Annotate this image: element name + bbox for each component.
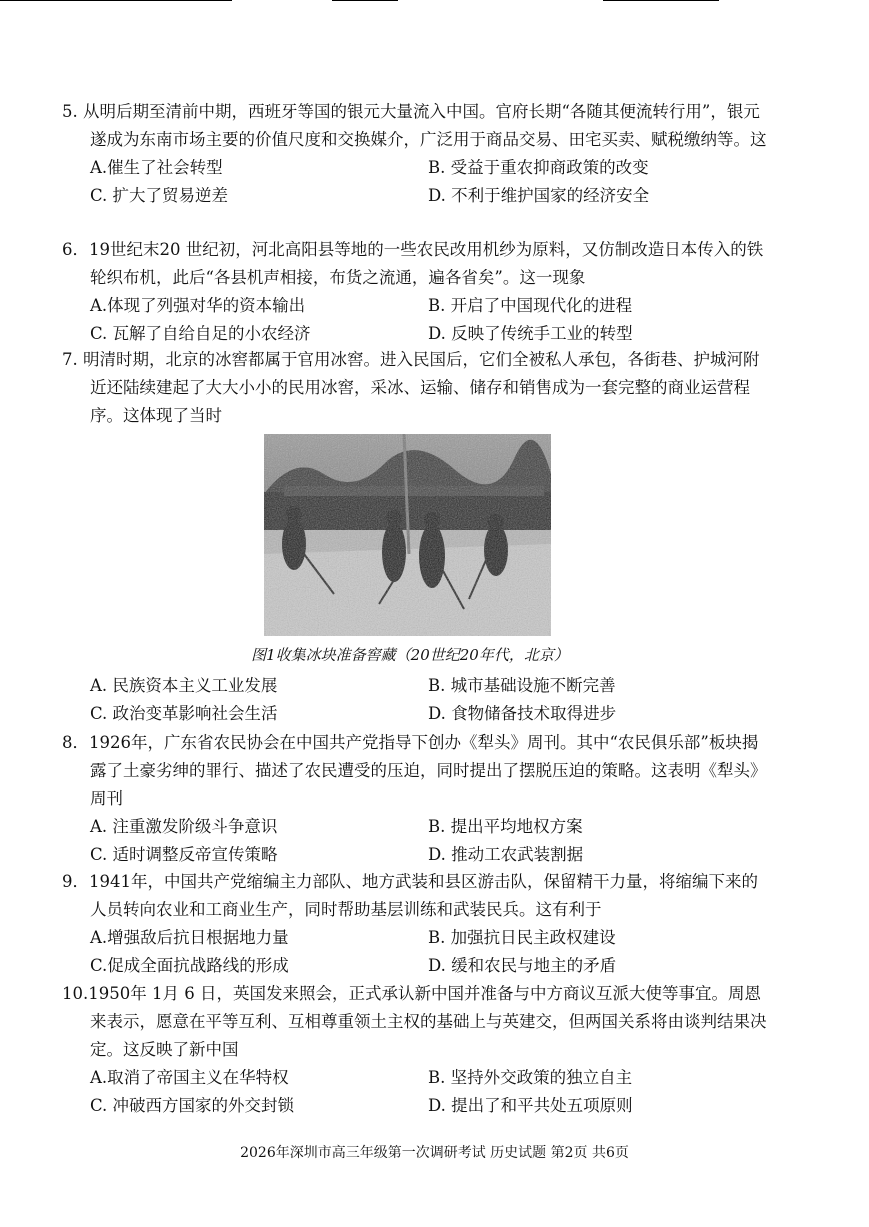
options (62, 1064, 774, 1120)
options (62, 924, 774, 980)
page-footer: 2026年深圳市高三年级第一次调研考试 历史试题 第2页 共6页 (240, 1145, 629, 1161)
option-c[interactable]: C. 政治变革影响社会生活 (90, 704, 278, 723)
option-a[interactable]: A.增强敌后抗日根据地力量 (90, 928, 289, 947)
option-a[interactable]: A. 民族资本主义工业发展 (90, 676, 278, 695)
ice-harvest-photo (264, 434, 551, 636)
option-c[interactable]: C. 瓦解了自给自足的小农经济 (90, 324, 311, 343)
question-stem: 6．19世纪末20 世纪初，河北高阳县等地的一些农民改用机纱为原料，又仿制改造日本传入的铁轮织布机，此后“各县机声相接，布货之流通，遍各省矣”。这一现象 (62, 240, 764, 287)
question-7 (62, 346, 774, 430)
option-a[interactable]: A.取消了帝国主义在华特权 (90, 1068, 289, 1087)
options (62, 292, 774, 348)
option-c[interactable]: C. 适时调整反帝宣传策略 (90, 845, 278, 864)
question-stem: 7. 明清时期，北京的冰窖都属于官用冰窖。进入民国后，它们全被私人承包，各街巷、护城河附近还陆续建起了大大小小的民用冰窖，采冰、运输、储存和销售成为一套完整的商业运营程序。这体现了当时 (62, 350, 760, 425)
option-d[interactable]: D. 推动工农武装割据 (428, 845, 584, 864)
option-a[interactable]: A.催生了社会转型 (90, 158, 223, 177)
question-9 (62, 868, 774, 980)
option-b[interactable]: B. 城市基础设施不断完善 (428, 676, 616, 695)
option-d[interactable]: D. 不利于维护国家的经济安全 (428, 186, 650, 205)
question-7-options (62, 672, 774, 728)
question-10 (62, 980, 774, 1120)
option-a[interactable]: A.体现了列强对华的资本输出 (90, 296, 306, 315)
question-stem: 10.1950年 1月 6 日，英国发来照会，正式承认新中国并准备与中方商议互派大使等事宜。周恩来表示，愿意在平等互利、互相尊重领土主权的基础上与英建交，但两国关系将由谈判结果决定。这反映了新中国 (62, 984, 767, 1059)
option-b[interactable]: B. 受益于重农抑商政策的改变 (428, 158, 649, 177)
option-c[interactable]: C. 冲破西方国家的外交封锁 (90, 1096, 295, 1115)
option-d[interactable]: D. 提出了和平共处五项原则 (428, 1096, 633, 1115)
options (62, 672, 774, 728)
question-stem: 9．1941年，中国共产党缩编主力部队、地方武装和县区游击队，保留精干力量，将缩编下来的人员转向农业和工商业生产，同时帮助基层训练和武装民兵。这有利于 (62, 872, 758, 919)
option-b[interactable]: B. 加强抗日民主政权建设 (428, 928, 616, 947)
option-b[interactable]: B. 提出平均地权方案 (428, 817, 583, 836)
option-b[interactable]: B. 开启了中国现代化的进程 (428, 296, 633, 315)
figure-caption: 图1收集冰块准备窖藏（20世纪20年代，北京） (251, 646, 569, 664)
question-6 (62, 236, 774, 348)
option-c[interactable]: C. 扩大了贸易逆差 (90, 186, 229, 205)
option-d[interactable]: D. 缓和农民与地主的矛盾 (428, 956, 617, 975)
options (62, 154, 774, 210)
question-stem: 8．1926年，广东省农民协会在中国共产党指导下创办《犁头》周刊。其中“农民俱乐部”板块揭露了土豪劣绅的罪行、描述了农民遭受的压迫，同时提出了摆脱压迫的策略。这表明《犁头》周刊 (62, 733, 767, 808)
option-a[interactable]: A. 注重激发阶级斗争意识 (90, 817, 278, 836)
options (62, 813, 774, 869)
question-8 (62, 729, 774, 869)
question-stem: 5. 从明后期至清前中期，西班牙等国的银元大量流入中国。官府长期“各随其便流转行用”，银元遂成为东南市场主要的价值尺度和交换媒介，广泛用于商品交易、田宅买卖、赋税缴纳等。这 (62, 102, 767, 149)
option-b[interactable]: B. 坚持外交政策的独立自主 (428, 1068, 633, 1087)
option-d[interactable]: D. 食物储备技术取得进步 (428, 704, 617, 723)
option-c[interactable]: C.促成全面抗战路线的形成 (90, 956, 289, 975)
question-5 (62, 98, 774, 210)
option-d[interactable]: D. 反映了传统手工业的转型 (428, 324, 633, 343)
